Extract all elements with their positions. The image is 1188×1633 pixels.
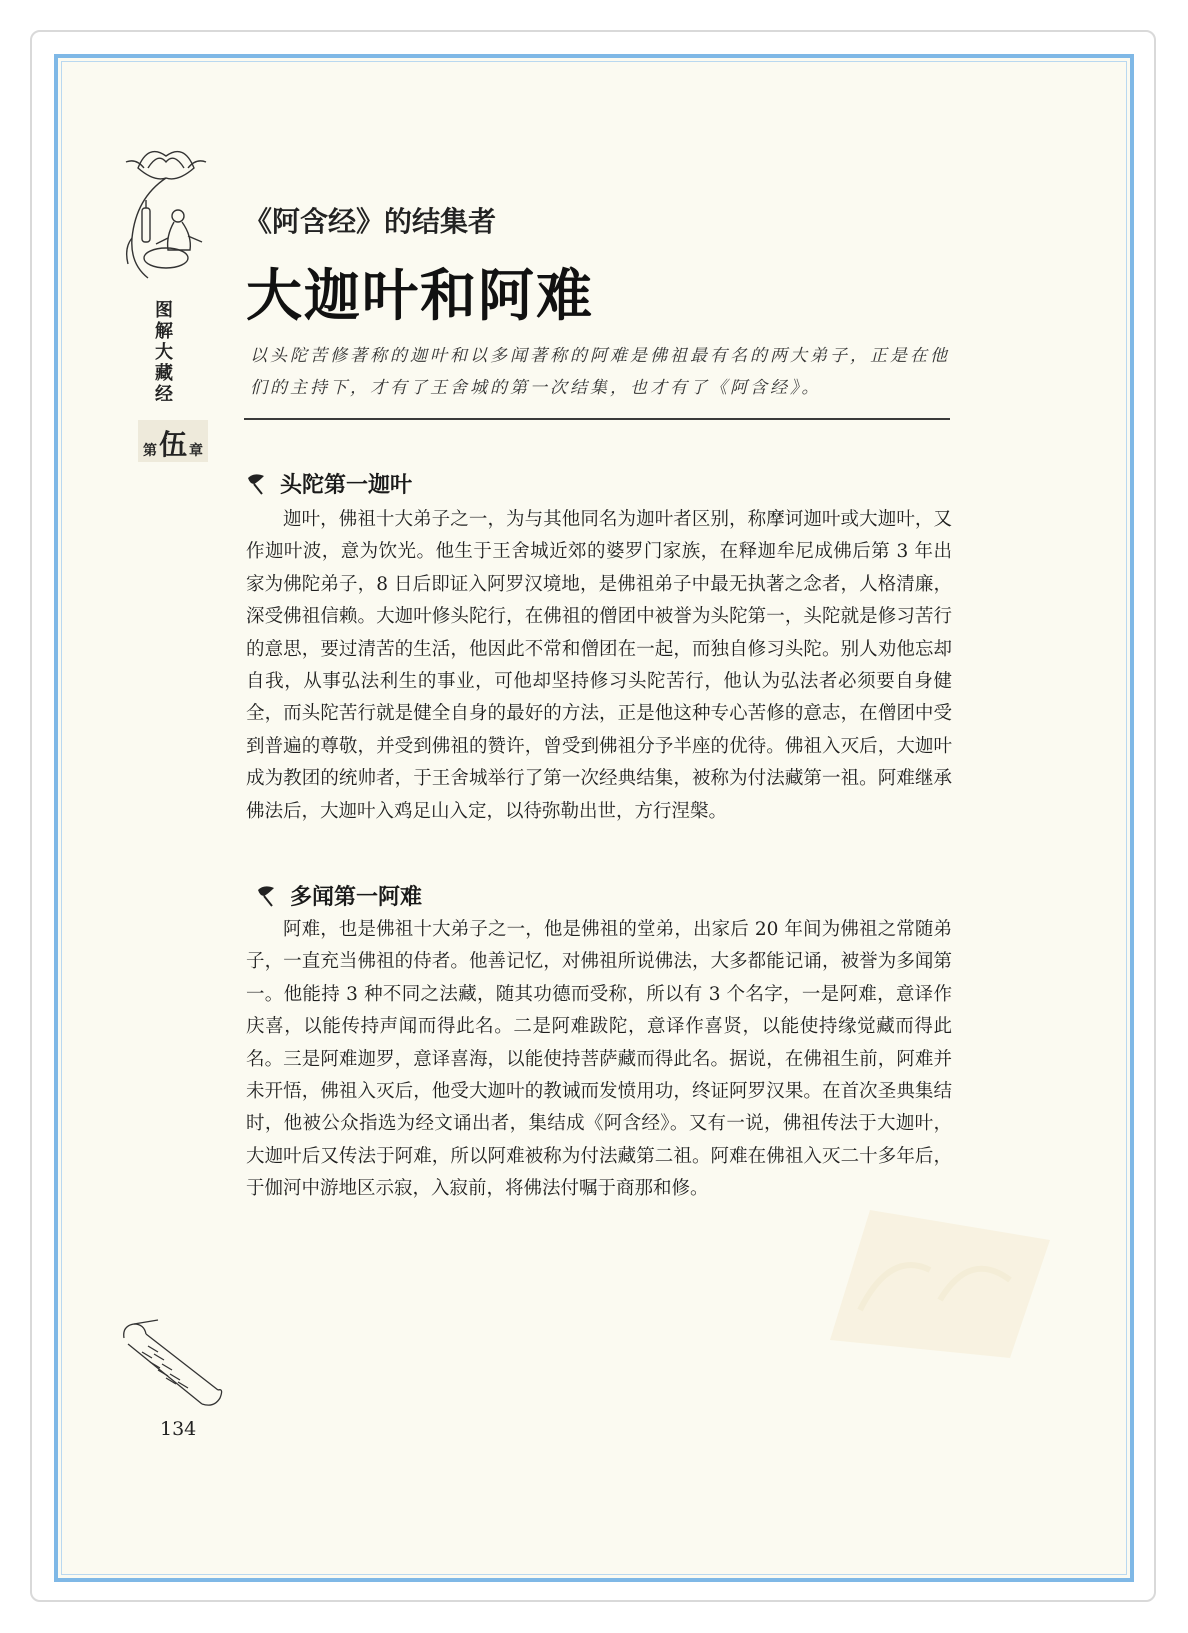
book-title-char: 大 (155, 342, 173, 363)
chapter-number: 伍 (158, 428, 187, 461)
book-title-char: 解 (155, 321, 173, 342)
page-subtitle: 《阿含经》的结集者 (244, 205, 497, 238)
section-body-ananda: 阿难，也是佛祖十大弟子之一，他是佛祖的堂弟，出家后 20 年间为佛祖之常随弟子，一直充当佛祖的侍者。他善记忆，对佛祖所说佛法，大多都能记诵，被誉为多闻第一。他能持 3 种不同之法藏，随其功德而受称，所以有 3 个名字，一是阿难，意译作庆喜，以能传持声闻而得此名。二是阿难跋陀，意译作喜贤，以能使持缘觉藏而得此名。三是阿难迦罗，意译喜海，以能使持菩萨藏而得此名。据说，在佛祖生前，阿难并未开悟，佛祖入灭后，他受大迦叶的教诫而发愤用功，终证阿罗汉果。在首次圣典集结时，他被公众指选为经文诵出者，集结成《阿含经》。又有一说，佛祖传法于大迦叶，大迦叶后又传法于阿难，所以阿难被称为付法藏第二祖。阿难在佛祖入灭二十多年后，于伽河中游地区示寂，入寂前，将佛法付嘱于商那和修。 (246, 919, 952, 1200)
section-heading-kasyapa (244, 468, 412, 499)
brush-icon (254, 884, 280, 908)
page-title: 大迦叶和阿难 (246, 264, 594, 329)
chapter-suffix: 章 (189, 443, 203, 459)
scroll-illustration-icon (118, 1316, 230, 1412)
section-heading-text: 多闻第一阿难 (290, 885, 423, 910)
chapter-label (138, 420, 208, 462)
section-body-kasyapa: 迦叶，佛祖十大弟子之一，为与其他同名为迦叶者区别，称摩诃迦叶或大迦叶，又作迦叶波，意为饮光。他生于王舍城近郊的婆罗门家族，在释迦牟尼成佛后第 3 年出家为佛陀弟子，8 日后即证入阿罗汉境地，是佛祖弟子中最无执著之念者，人格清廉，深受佛祖信赖。大迦叶修头陀行，在佛祖的僧团中被誉为头陀第一，头陀就是修习苦行的意思，要过清苦的生活，他因此不常和僧团在一起，而独自修习头陀。别人劝他忘却自我，从事弘法利生的事业，可他却坚持修习头陀苦行，他认为弘法者必须要自身健全，而头陀苦行就是健全自身的最好的方法，正是他这种专心苦修的意志，在僧团中受到普遍的尊敬，并受到佛祖的赞许，曾受到佛祖分予半座的优待。佛祖入灭后，大迦叶成为教团的统帅者，于王舍城举行了第一次经典结集，被称为付法藏第一祖。阿难继承佛法后，大迦叶入鸡足山入定，以待弥勒出世，方行涅槃。 (246, 509, 952, 822)
book-title-char: 经 (155, 384, 173, 405)
book-title-char: 藏 (155, 363, 173, 384)
watermark-stamp-icon (800, 1190, 1060, 1360)
lotus-illustration-icon (118, 138, 214, 294)
section-heading-ananda (254, 880, 422, 911)
chapter-prefix: 第 (142, 443, 157, 459)
brush-icon (244, 472, 270, 496)
book-title-vertical (151, 300, 177, 405)
book-title-char: 图 (155, 300, 173, 321)
header-divider (244, 418, 950, 420)
page-number: 134 (160, 1418, 197, 1440)
intro-paragraph: 以头陀苦修著称的迦叶和以多闻著称的阿难是佛祖最有名的两大弟子，正是在他们的主持下，才有了王舍城的第一次结集，也才有了《阿含经》。 (250, 346, 950, 398)
section-heading-text: 头陀第一迦叶 (280, 473, 413, 498)
